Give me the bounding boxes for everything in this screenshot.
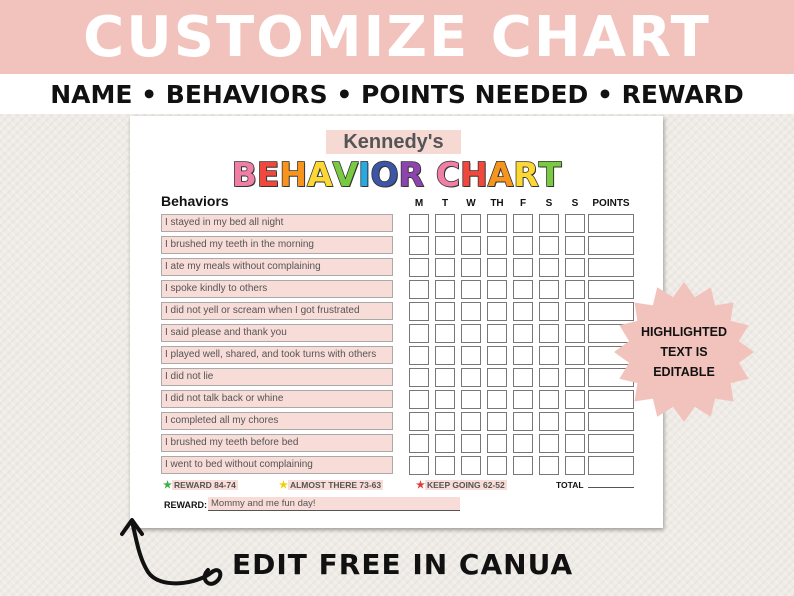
day-checkbox[interactable] xyxy=(409,280,429,299)
day-checkbox[interactable] xyxy=(487,434,507,453)
day-checkbox[interactable] xyxy=(513,280,533,299)
day-checkbox[interactable] xyxy=(435,390,455,409)
points-cell[interactable] xyxy=(588,258,634,277)
child-name-field[interactable] xyxy=(326,130,461,154)
day-checkbox[interactable] xyxy=(513,324,533,343)
star-icon: ★ xyxy=(163,480,172,491)
title-letter: H xyxy=(279,154,308,194)
day-checkbox[interactable] xyxy=(539,412,559,431)
day-checkbox[interactable] xyxy=(487,346,507,365)
day-checkbox[interactable] xyxy=(487,390,507,409)
title-letter: B xyxy=(231,154,257,194)
day-checkbox[interactable] xyxy=(539,346,559,365)
legend-item xyxy=(160,478,241,492)
reward-label: REWARD: xyxy=(164,500,207,510)
day-checkbox[interactable] xyxy=(487,236,507,255)
title-letter: R xyxy=(398,154,424,194)
day-checkbox[interactable] xyxy=(435,324,455,343)
day-checkbox[interactable] xyxy=(539,280,559,299)
points-heading: POINTS xyxy=(592,198,630,209)
day-checkbox[interactable] xyxy=(409,412,429,431)
behavior-row xyxy=(130,258,663,280)
day-checkbox[interactable] xyxy=(565,456,585,475)
legend-label[interactable]: REWARD 84-74 xyxy=(173,480,236,490)
behavior-text-field[interactable]: I did not talk back or whine xyxy=(161,390,393,408)
day-checkbox[interactable] xyxy=(539,390,559,409)
top-banner xyxy=(0,0,794,74)
total-line[interactable] xyxy=(588,487,634,488)
behavior-text-field[interactable]: I said please and thank you xyxy=(161,324,393,342)
points-cell[interactable] xyxy=(588,236,634,255)
day-checkbox[interactable] xyxy=(513,346,533,365)
day-checkbox[interactable] xyxy=(435,236,455,255)
behavior-text-field[interactable]: I played well, shared, and took turns with others xyxy=(161,346,393,364)
behavior-text-field[interactable]: I completed all my chores xyxy=(161,412,393,430)
day-checkbox[interactable] xyxy=(513,412,533,431)
behavior-text-field[interactable]: I did not lie xyxy=(161,368,393,386)
behavior-row xyxy=(130,236,663,258)
subhead-text: NAME • BEHAVIORS • POINTS NEEDED • REWARD xyxy=(50,79,744,109)
legend-label[interactable]: KEEP GOING 62-52 xyxy=(426,480,505,490)
day-checkbox[interactable] xyxy=(435,456,455,475)
curved-arrow-icon xyxy=(120,510,230,594)
day-checkbox[interactable] xyxy=(565,324,585,343)
day-heading: F xyxy=(519,198,527,209)
day-checkbox[interactable] xyxy=(435,412,455,431)
banner-title: CUSTOMIZE CHART xyxy=(83,4,711,70)
day-heading: T xyxy=(441,198,449,209)
day-checkbox[interactable] xyxy=(565,434,585,453)
behavior-text-field[interactable]: I brushed my teeth in the morning xyxy=(161,236,393,254)
day-checkbox[interactable] xyxy=(513,434,533,453)
chart-title xyxy=(130,154,663,194)
behavior-text-field[interactable]: I brushed my teeth before bed xyxy=(161,434,393,452)
behavior-row xyxy=(130,214,663,236)
day-checkbox[interactable] xyxy=(435,214,455,233)
day-checkbox[interactable] xyxy=(565,280,585,299)
day-checkbox[interactable] xyxy=(435,368,455,387)
day-checkbox[interactable] xyxy=(461,390,481,409)
day-checkbox[interactable] xyxy=(487,258,507,277)
behavior-row xyxy=(130,302,663,324)
legend-item xyxy=(413,478,510,492)
behavior-row xyxy=(130,412,663,434)
behavior-row xyxy=(130,368,663,390)
title-letter: R xyxy=(513,154,539,194)
reward-field[interactable]: Mommy and me fun day! xyxy=(208,497,460,511)
points-cell[interactable] xyxy=(588,434,634,453)
day-checkbox[interactable] xyxy=(435,346,455,365)
day-checkbox[interactable] xyxy=(461,456,481,475)
day-checkbox[interactable] xyxy=(435,434,455,453)
day-checkbox[interactable] xyxy=(513,236,533,255)
day-checkbox[interactable] xyxy=(565,214,585,233)
day-checkbox[interactable] xyxy=(409,236,429,255)
badge-line-3: EDITABLE xyxy=(653,365,715,379)
day-checkbox[interactable] xyxy=(487,302,507,321)
behavior-text-field[interactable]: I spoke kindly to others xyxy=(161,280,393,298)
behavior-text-field[interactable]: I did not yell or scream when I got frustrated xyxy=(161,302,393,320)
behavior-row xyxy=(130,434,663,456)
day-checkbox[interactable] xyxy=(461,324,481,343)
title-letter: T xyxy=(538,154,562,194)
behavior-row xyxy=(130,390,663,412)
behavior-row xyxy=(130,346,663,368)
day-checkbox[interactable] xyxy=(435,258,455,277)
day-checkbox[interactable] xyxy=(539,258,559,277)
day-checkbox[interactable] xyxy=(461,368,481,387)
day-checkbox[interactable] xyxy=(461,434,481,453)
day-checkbox[interactable] xyxy=(435,280,455,299)
legend-label[interactable]: ALMOST THERE 73-63 xyxy=(289,480,382,490)
behavior-row xyxy=(130,324,663,346)
behavior-text-field[interactable]: I stayed in my bed all night xyxy=(161,214,393,232)
title-letter: C xyxy=(435,154,461,194)
star-icon: ★ xyxy=(416,480,425,491)
day-heading: S xyxy=(545,198,553,209)
day-heading: S xyxy=(571,198,579,209)
day-checkbox[interactable] xyxy=(409,324,429,343)
day-checkbox[interactable] xyxy=(539,456,559,475)
day-checkbox[interactable] xyxy=(513,302,533,321)
day-checkbox[interactable] xyxy=(513,368,533,387)
title-letter: V xyxy=(332,154,359,194)
day-checkbox[interactable] xyxy=(487,456,507,475)
day-checkbox[interactable] xyxy=(461,214,481,233)
title-letter: H xyxy=(460,154,488,194)
day-checkbox[interactable] xyxy=(461,412,481,431)
day-heading: W xyxy=(466,198,476,209)
title-letter: A xyxy=(487,154,514,194)
title-letter: A xyxy=(307,154,333,194)
badge-text xyxy=(612,282,756,422)
behavior-chart-sheet xyxy=(130,116,663,528)
day-checkbox[interactable] xyxy=(565,390,585,409)
title-letter: I xyxy=(358,154,371,194)
day-checkbox[interactable] xyxy=(513,214,533,233)
day-checkbox[interactable] xyxy=(487,214,507,233)
subhead xyxy=(0,74,794,114)
day-checkbox[interactable] xyxy=(539,324,559,343)
legend-item xyxy=(276,478,386,492)
day-checkbox[interactable] xyxy=(565,412,585,431)
day-checkbox[interactable] xyxy=(539,368,559,387)
day-checkbox[interactable] xyxy=(461,280,481,299)
day-checkbox[interactable] xyxy=(565,302,585,321)
day-heading: TH xyxy=(490,198,504,209)
badge-line-2: TEXT IS xyxy=(660,345,708,359)
day-checkbox[interactable] xyxy=(461,236,481,255)
day-checkbox[interactable] xyxy=(513,456,533,475)
total-label: TOTAL xyxy=(556,480,584,490)
day-checkbox[interactable] xyxy=(461,302,481,321)
star-icon: ★ xyxy=(279,480,288,491)
points-cell[interactable] xyxy=(588,456,634,475)
day-checkbox[interactable] xyxy=(539,236,559,255)
day-checkbox[interactable] xyxy=(487,368,507,387)
day-checkbox[interactable] xyxy=(539,214,559,233)
badge-line-1: HIGHLIGHTED xyxy=(640,325,728,339)
behavior-text-field[interactable]: I went to bed without complaining xyxy=(161,456,393,474)
day-checkbox[interactable] xyxy=(409,346,429,365)
points-cell[interactable] xyxy=(588,214,634,233)
day-checkbox[interactable] xyxy=(565,346,585,365)
day-checkbox[interactable] xyxy=(409,390,429,409)
edit-in-canva-cta: EDIT FREE IN CANUA xyxy=(232,548,574,581)
behavior-text-field[interactable]: I ate my meals without complaining xyxy=(161,258,393,276)
behaviors-heading: Behaviors xyxy=(161,193,229,209)
day-checkbox[interactable] xyxy=(565,258,585,277)
child-name: Kennedy's xyxy=(343,130,444,153)
day-checkbox[interactable] xyxy=(409,456,429,475)
day-checkbox[interactable] xyxy=(565,368,585,387)
day-checkbox[interactable] xyxy=(461,258,481,277)
behavior-row xyxy=(130,280,663,302)
title-letter: E xyxy=(256,154,280,194)
title-letter: O xyxy=(370,154,399,194)
day-checkbox[interactable] xyxy=(409,368,429,387)
day-checkbox[interactable] xyxy=(513,390,533,409)
day-checkbox[interactable] xyxy=(539,302,559,321)
day-checkbox[interactable] xyxy=(435,302,455,321)
day-checkbox[interactable] xyxy=(409,258,429,277)
day-checkbox[interactable] xyxy=(487,280,507,299)
day-checkbox[interactable] xyxy=(487,412,507,431)
day-checkbox[interactable] xyxy=(409,302,429,321)
day-checkbox[interactable] xyxy=(539,434,559,453)
day-checkbox[interactable] xyxy=(461,346,481,365)
day-checkbox[interactable] xyxy=(487,324,507,343)
behavior-row xyxy=(130,456,663,478)
day-checkbox[interactable] xyxy=(513,258,533,277)
day-checkbox[interactable] xyxy=(409,214,429,233)
day-checkbox[interactable] xyxy=(409,434,429,453)
day-heading: M xyxy=(414,198,424,209)
day-checkbox[interactable] xyxy=(565,236,585,255)
